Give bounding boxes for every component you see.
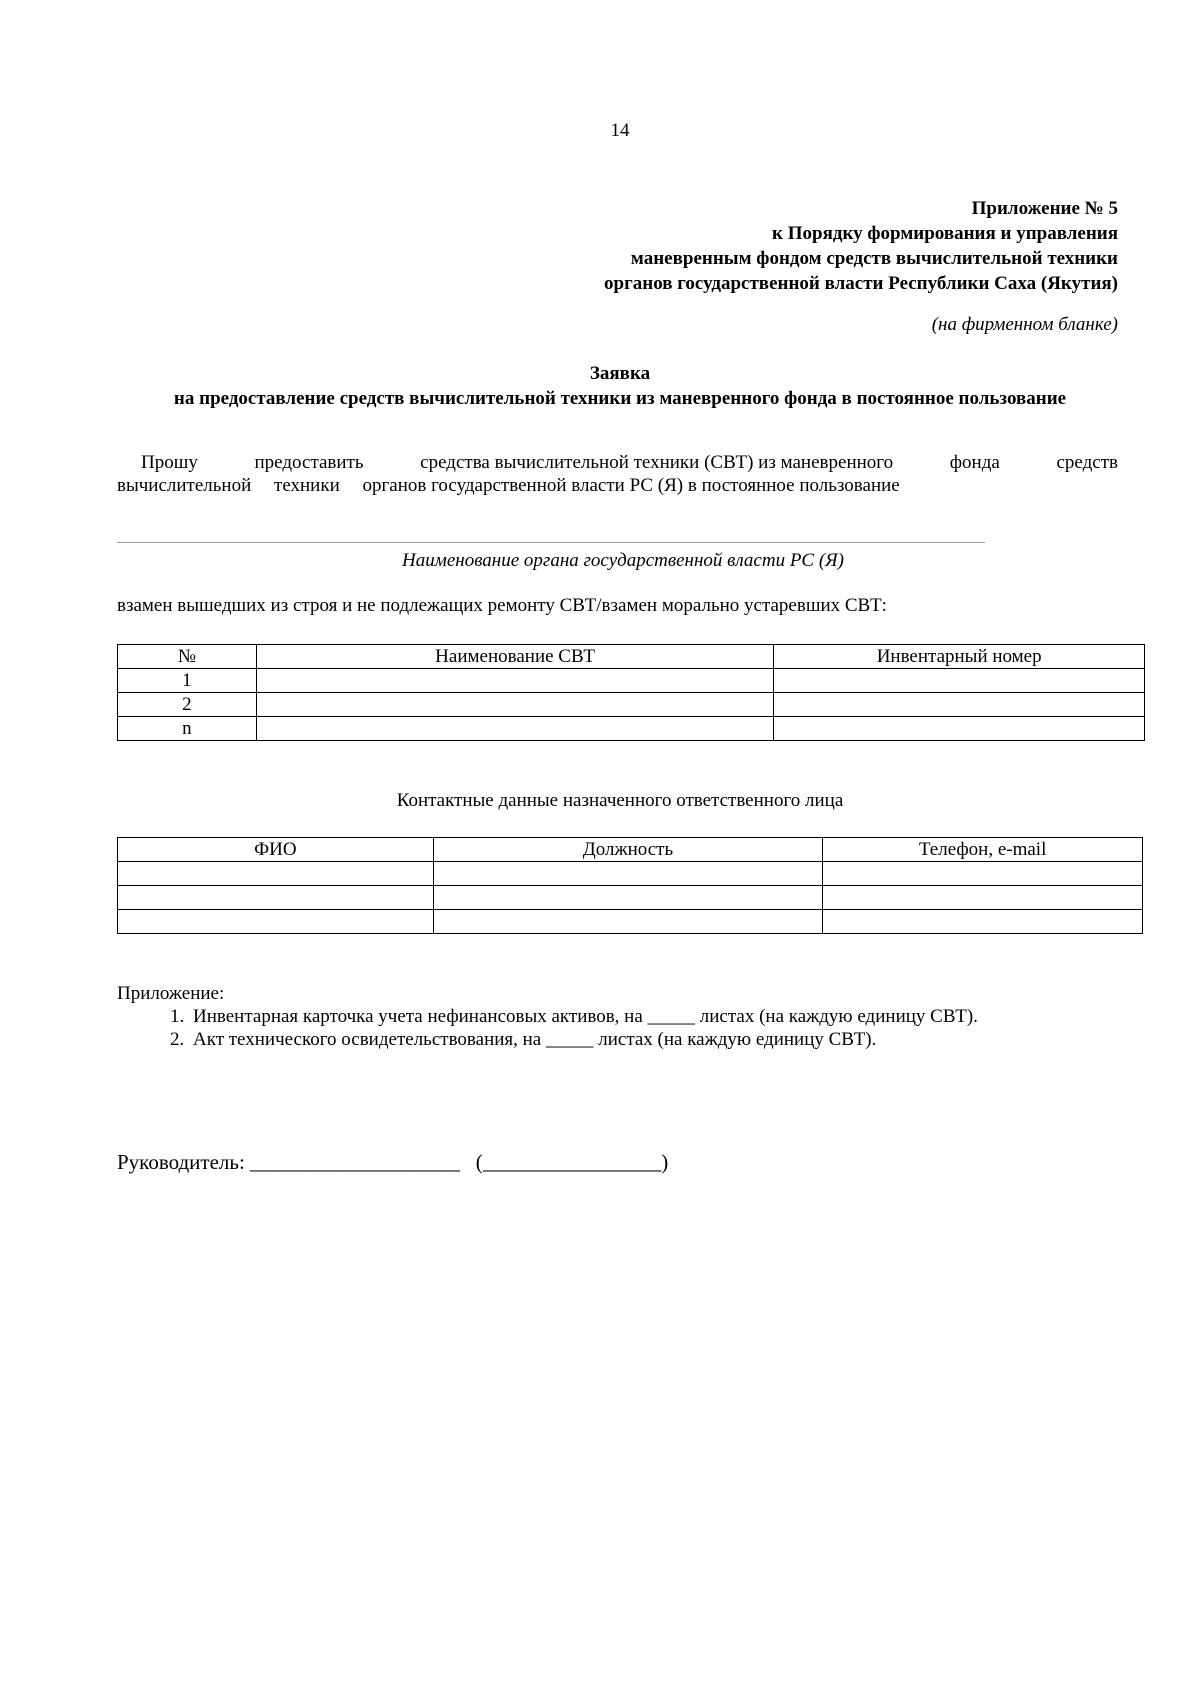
request-word: Прошу	[141, 452, 198, 473]
annex-line-2: к Порядку формирования и управления	[772, 223, 1118, 244]
request-word: предоставить	[254, 452, 364, 473]
inventory-number-cell[interactable]	[774, 717, 1145, 741]
attachments-label: Приложение:	[117, 983, 225, 1004]
document-title	[110, 361, 1130, 411]
table-row	[118, 862, 1143, 886]
request-word: фонда	[949, 452, 1000, 473]
table-row	[118, 910, 1143, 934]
signature-line[interactable]: Руководитель: ____________________ (_________________)	[117, 1150, 669, 1174]
request-word: вычислительной	[117, 475, 252, 496]
equipment-name-cell[interactable]	[256, 669, 773, 693]
replacement-text: взамен вышедших из строя и не подлежащих ремонту СВТ/взамен морально устаревших СВТ:	[117, 595, 887, 616]
request-word: средств	[1056, 452, 1118, 473]
header-number: №	[118, 645, 257, 669]
table-header-row	[118, 838, 1143, 862]
header-full-name: ФИО	[118, 838, 434, 862]
page-number: 14	[610, 120, 630, 141]
full-name-cell[interactable]	[118, 886, 434, 910]
position-cell[interactable]	[433, 910, 823, 934]
full-name-cell[interactable]	[118, 862, 434, 886]
row-number: n	[118, 717, 257, 741]
title-line-2: на предоставление средств вычислительной техники из маневренного фонда в постоянное пользование	[173, 388, 1067, 409]
equipment-table	[117, 644, 1145, 741]
table-row	[118, 886, 1143, 910]
list-item: 2. Акт технического освидетельствования, на _____ листах (на каждую единицу СВТ).	[189, 1028, 978, 1051]
request-paragraph	[117, 451, 1118, 497]
annex-line-4: органов государственной власти Республики Саха (Якутия)	[604, 273, 1118, 294]
position-cell[interactable]	[433, 862, 823, 886]
title-line-1: Заявка	[589, 363, 651, 384]
letterhead-note: (на фирменном бланке)	[931, 314, 1118, 335]
header-position: Должность	[433, 838, 823, 862]
annex-line-1: Приложение № 5	[971, 198, 1118, 219]
phone-email-cell[interactable]	[823, 862, 1143, 886]
org-name-blank-line[interactable]	[117, 542, 985, 543]
request-word: органов государственной власти РС (Я) в постоянное пользование	[362, 475, 900, 496]
full-name-cell[interactable]	[118, 910, 434, 934]
attachments-list	[117, 1005, 978, 1051]
row-number: 1	[118, 669, 257, 693]
org-name-caption: Наименование органа государственной власти РС (Я)	[401, 550, 844, 571]
row-number: 2	[118, 693, 257, 717]
header-phone-email: Телефон, e-mail	[823, 838, 1143, 862]
equipment-name-cell[interactable]	[256, 717, 773, 741]
annex-header	[604, 196, 1118, 296]
table-row	[118, 693, 1145, 717]
inventory-number-cell[interactable]	[774, 669, 1145, 693]
position-cell[interactable]	[433, 886, 823, 910]
list-item: 1. Инвентарная карточка учета нефинансовых активов, на _____ листах (на каждую единицу СВТ).	[189, 1005, 978, 1028]
equipment-name-cell[interactable]	[256, 693, 773, 717]
contacts-title: Контактные данные назначенного ответственного лица	[396, 790, 844, 811]
phone-email-cell[interactable]	[823, 886, 1143, 910]
annex-line-3: маневренным фондом средств вычислительной техники	[630, 248, 1118, 269]
table-row	[118, 669, 1145, 693]
phone-email-cell[interactable]	[823, 910, 1143, 934]
inventory-number-cell[interactable]	[774, 693, 1145, 717]
table-header-row	[118, 645, 1145, 669]
request-word: средства вычислительной техники (СВТ) из маневренного	[420, 452, 894, 473]
request-word: техники	[274, 475, 340, 496]
table-row	[118, 717, 1145, 741]
header-inventory-number: Инвентарный номер	[774, 645, 1145, 669]
header-equipment-name: Наименование СВТ	[256, 645, 773, 669]
attachments-section	[117, 982, 978, 1051]
contacts-table	[117, 837, 1143, 934]
